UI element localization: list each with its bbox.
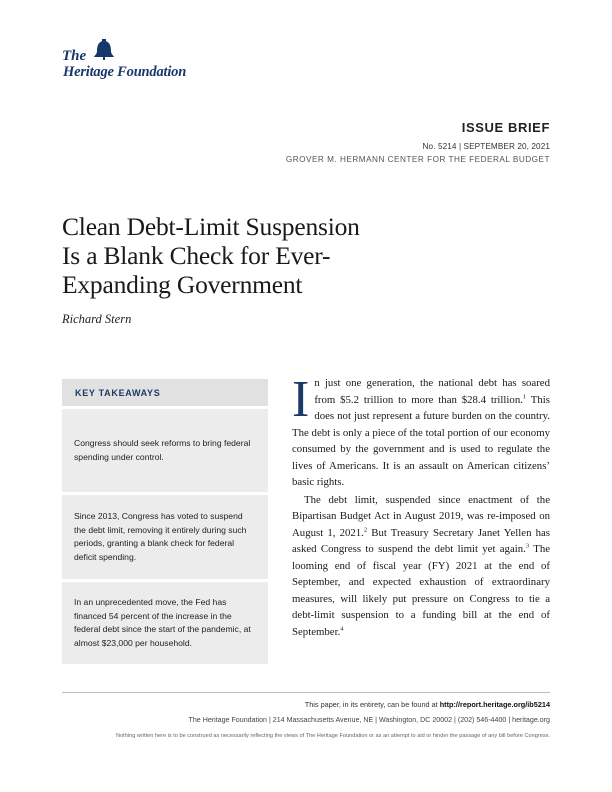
paragraph-text: This does not just represent a future burden on the country. The debt is only a piece of the total portion of our economy consumed by the government and is used to regulate the lives of Americans. It is an assault on American citizens’ basic rights. <box>292 393 550 488</box>
paragraph-text: But Treasury Secretary Janet Yellen has asked Congress to suspend the debt limit yet again. <box>292 526 550 555</box>
paragraph-text: The debt limit, suspended since enactment of the Bipartisan Budget Act in August 2019, was re-imposed on August 1, 2021. <box>292 493 550 539</box>
footnote-ref[interactable]: 2 <box>363 525 368 533</box>
footer-url-label: This paper, in its entirety, can be found at <box>304 700 440 709</box>
title-line: Is a Blank Check for Ever- <box>62 241 331 270</box>
issue-brief-header <box>286 120 550 164</box>
title-line: Expanding Government <box>62 270 303 299</box>
footer-address: The Heritage Foundation | 214 Massachusetts Avenue, NE | Washington, DC 20002 | (202) 546-4400 | heritage.org <box>188 716 550 724</box>
author: Richard Stern <box>62 312 132 326</box>
brief-center: GROVER M. HERMANN CENTER FOR THE FEDERAL BUDGET <box>285 155 550 164</box>
drop-cap: I <box>292 371 310 428</box>
footnote-ref[interactable]: 4 <box>340 624 344 632</box>
takeaway-item <box>62 409 268 492</box>
footnote-ref[interactable]: 3 <box>525 542 530 550</box>
footer-divider <box>62 692 550 693</box>
paragraph-text: The looming end of fiscal year (FY) 2021 at the end of September, and expected exhaustion of extraordinary measures, will likely put pressure on Congress to tie a debt-limit suspension to a funding bill at the end of September. <box>292 543 551 638</box>
title-line: Clean Debt-Limit Suspension <box>62 212 360 241</box>
key-takeaways-box <box>62 379 268 664</box>
brief-meta: No. 5214 | SEPTEMBER 20, 2021 <box>422 142 550 151</box>
liberty-bell-icon <box>92 38 116 60</box>
footer-disclaimer: Nothing written here is to be construed as necessarily reflecting the views of The Heritage Foundation or as an attempt to aid or hinder the passage of any bill before Congress. <box>116 733 550 739</box>
report-link[interactable]: http://report.heritage.org/ib5214 <box>439 700 550 709</box>
takeaway-text: Congress should seek reforms to bring federal spending under control. <box>74 438 251 462</box>
key-takeaways-heading: KEY TAKEAWAYS <box>62 379 268 406</box>
paragraph <box>292 371 550 491</box>
page-title <box>62 212 542 299</box>
footer-url-line <box>305 700 550 709</box>
heritage-logo <box>62 38 222 82</box>
takeaway-item <box>62 582 268 664</box>
body-text <box>292 371 551 641</box>
logo-the: The <box>62 48 87 64</box>
brief-type: ISSUE BRIEF <box>461 120 550 135</box>
takeaway-text: Since 2013, Congress has voted to suspend the debt limit, removing it entirely during such periods, granting a blank check for federal deficit spending. <box>74 511 247 562</box>
takeaway-text: In an unprecedented move, the Fed has financed 54 percent of the increase in the federal debt since the start of the pandemic, at almost $23,000 per household. <box>74 597 251 648</box>
takeaway-item <box>62 495 268 579</box>
paragraph <box>292 492 550 641</box>
logo-name: Heritage Foundation <box>63 64 187 80</box>
footnote-ref[interactable]: 1 <box>522 392 527 400</box>
paragraph-text: n just one generation, the national debt has soared from $5.2 trillion to more than $28.4 trillion. <box>314 377 550 406</box>
